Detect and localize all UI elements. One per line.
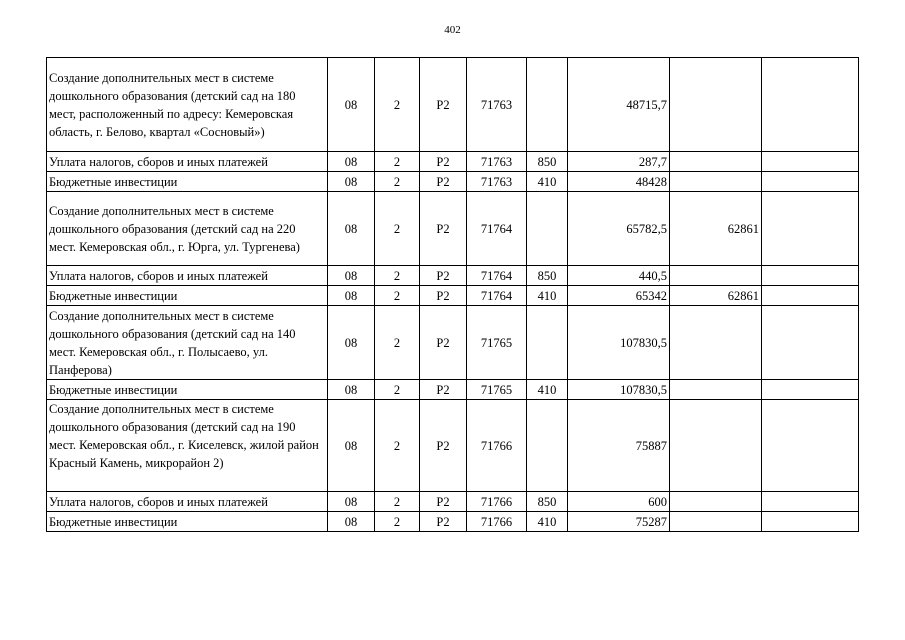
row-amount: 107830,5: [568, 380, 670, 400]
row-section: 08: [328, 286, 375, 306]
row-name: Создание дополнительных мест в системе дошкольного образования (детский сад на 220 мест. Кемеровская обл., г. Юрга, ул. Тургенева): [47, 192, 328, 266]
row-type: 850: [527, 492, 568, 512]
row-subsection: 2: [375, 492, 420, 512]
row-program: Р2: [420, 380, 467, 400]
row-type: 850: [527, 266, 568, 286]
row-section: 08: [328, 512, 375, 532]
row-extra: [670, 380, 762, 400]
row-name: Уплата налогов, сборов и иных платежей: [47, 492, 328, 512]
row-direction: 71763: [467, 58, 527, 152]
row-amount: 440,5: [568, 266, 670, 286]
row-extra3: [762, 192, 859, 266]
table-row: [47, 512, 859, 532]
row-subsection: 2: [375, 58, 420, 152]
row-subsection: 2: [375, 192, 420, 266]
row-name: Уплата налогов, сборов и иных платежей: [47, 152, 328, 172]
table-row: [47, 172, 859, 192]
row-extra3: [762, 172, 859, 192]
row-extra: [670, 266, 762, 286]
row-extra: [670, 512, 762, 532]
row-extra: 62861: [670, 286, 762, 306]
row-subsection: 2: [375, 152, 420, 172]
row-extra3: [762, 286, 859, 306]
row-section: 08: [328, 152, 375, 172]
row-direction: 71763: [467, 152, 527, 172]
row-amount: 65782,5: [568, 192, 670, 266]
row-program: Р2: [420, 512, 467, 532]
row-program: Р2: [420, 306, 467, 380]
row-subsection: 2: [375, 400, 420, 492]
row-subsection: 2: [375, 172, 420, 192]
row-program: Р2: [420, 286, 467, 306]
table-row: [47, 152, 859, 172]
row-extra3: [762, 380, 859, 400]
row-extra: [670, 306, 762, 380]
row-name: Бюджетные инвестиции: [47, 286, 328, 306]
table-row: [47, 400, 859, 492]
row-subsection: 2: [375, 512, 420, 532]
row-program: Р2: [420, 492, 467, 512]
row-extra: [670, 400, 762, 492]
row-extra: [670, 152, 762, 172]
table-row: [47, 380, 859, 400]
row-extra: [670, 172, 762, 192]
row-type: 850: [527, 152, 568, 172]
row-type: [527, 400, 568, 492]
row-section: 08: [328, 306, 375, 380]
row-direction: 71766: [467, 492, 527, 512]
row-program: Р2: [420, 172, 467, 192]
row-type: 410: [527, 172, 568, 192]
row-extra: 62861: [670, 192, 762, 266]
row-extra3: [762, 400, 859, 492]
row-section: 08: [328, 172, 375, 192]
row-direction: 71766: [467, 512, 527, 532]
table-row: [47, 58, 859, 152]
row-type: [527, 306, 568, 380]
row-amount: 75287: [568, 512, 670, 532]
row-subsection: 2: [375, 266, 420, 286]
row-name: Бюджетные инвестиции: [47, 380, 328, 400]
row-section: 08: [328, 492, 375, 512]
row-direction: 71764: [467, 192, 527, 266]
row-subsection: 2: [375, 306, 420, 380]
row-amount: 75887: [568, 400, 670, 492]
table-row: [47, 192, 859, 266]
row-section: 08: [328, 192, 375, 266]
row-program: Р2: [420, 152, 467, 172]
row-extra3: [762, 492, 859, 512]
row-amount: 65342: [568, 286, 670, 306]
table-row: [47, 286, 859, 306]
table-body: [47, 58, 859, 532]
row-section: 08: [328, 58, 375, 152]
row-extra: [670, 492, 762, 512]
row-section: 08: [328, 266, 375, 286]
row-extra: [670, 58, 762, 152]
row-name: Бюджетные инвестиции: [47, 512, 328, 532]
table-row: [47, 266, 859, 286]
row-direction: 71765: [467, 380, 527, 400]
row-amount: 48428: [568, 172, 670, 192]
row-amount: 600: [568, 492, 670, 512]
row-section: 08: [328, 400, 375, 492]
row-type: 410: [527, 512, 568, 532]
row-type: 410: [527, 286, 568, 306]
row-program: Р2: [420, 400, 467, 492]
row-extra3: [762, 512, 859, 532]
row-section: 08: [328, 380, 375, 400]
row-direction: 71763: [467, 172, 527, 192]
row-extra3: [762, 58, 859, 152]
row-name: Создание дополнительных мест в системе дошкольного образования (детский сад на 140 мест. Кемеровская обл., г. Полысаево, ул. Панферова): [47, 306, 328, 380]
row-direction: 71766: [467, 400, 527, 492]
row-name: Создание дополнительных мест в системе дошкольного образования (детский сад на 180 мест, расположенный по адресу: Кемеровская область, г. Белово, квартал «Сосновый»): [47, 58, 328, 152]
row-extra3: [762, 306, 859, 380]
row-extra3: [762, 266, 859, 286]
row-direction: 71765: [467, 306, 527, 380]
page-number: 402: [444, 24, 461, 36]
row-direction: 71764: [467, 266, 527, 286]
table-row: [47, 492, 859, 512]
row-type: 410: [527, 380, 568, 400]
row-name: Уплата налогов, сборов и иных платежей: [47, 266, 328, 286]
row-amount: 287,7: [568, 152, 670, 172]
row-direction: 71764: [467, 286, 527, 306]
table-row: [47, 306, 859, 380]
row-name: Создание дополнительных мест в системе дошкольного образования (детский сад на 190 мест. Кемеровская обл., г. Киселевск, жилой район Красный Камень, микрорайон 2): [47, 400, 328, 492]
row-type: [527, 58, 568, 152]
row-subsection: 2: [375, 380, 420, 400]
row-subsection: 2: [375, 286, 420, 306]
row-program: Р2: [420, 192, 467, 266]
row-program: Р2: [420, 58, 467, 152]
row-extra3: [762, 152, 859, 172]
row-amount: 107830,5: [568, 306, 670, 380]
budget-table: [46, 57, 859, 532]
row-type: [527, 192, 568, 266]
row-name: Бюджетные инвестиции: [47, 172, 328, 192]
row-amount: 48715,7: [568, 58, 670, 152]
row-program: Р2: [420, 266, 467, 286]
